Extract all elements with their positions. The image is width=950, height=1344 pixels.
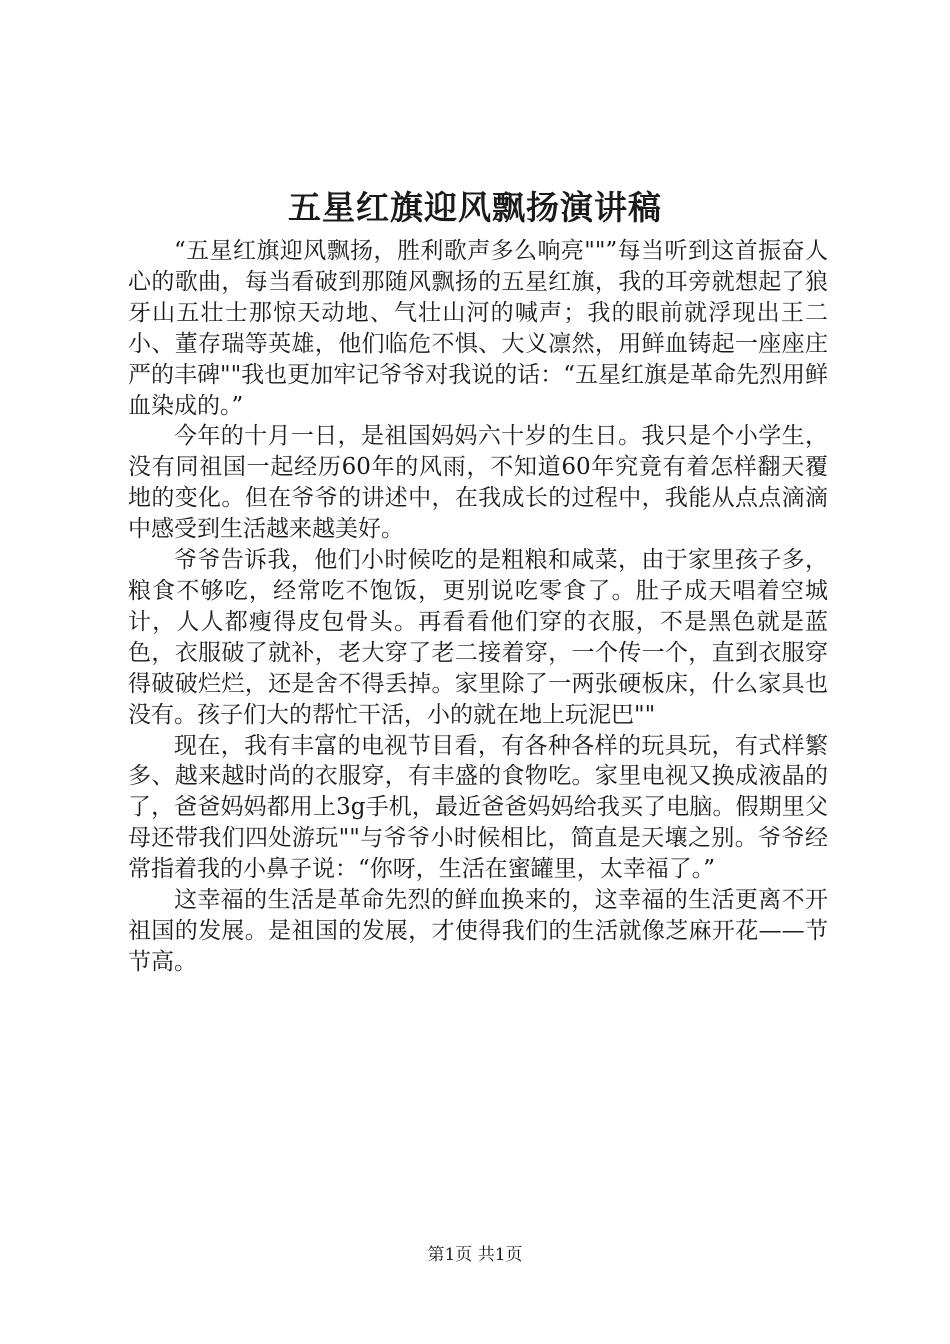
document-title: 五星红旗迎风飘扬演讲稿 (288, 188, 662, 227)
paragraph: 这幸福的生活是革命先烈的鲜血换来的，这幸福的生活更离不开祖国的发展。是祖国的发展，才使得我们的生活就像芝麻开花——节节高。 (128, 887, 828, 975)
paragraph: “五星红旗迎风飘扬，胜利歌声多么响亮""”每当听到这首振奋人心的歌曲，每当看破到那随风飘扬的五星红旗，我的耳旁就想起了狼牙山五壮士那惊天动地、气壮山河的喊声；我的眼前就浮现出王二小、董存瑞等英雄，他们临危不惧、大义凛然，用鲜血铸起一座座庄严的丰碑""我也更加牢记爷爷对我说的话：“五星红旗是革命先烈用鲜血染成的。” (128, 238, 828, 419)
paragraph: 今年的十月一日，是祖国妈妈六十岁的生日。我只是个小学生，没有同祖国一起经历60年的风雨，不知道60年究竟有着怎样翻天覆地的变化。但在爷爷的讲述中，在我成长的过程中，我能从点点滴滴中感受到生活越来越美好。 (128, 423, 828, 543)
page-footer: 第1页 共1页 (427, 1245, 523, 1265)
paragraph: 爷爷告诉我，他们小时候吃的是粗粮和咸菜，由于家里孩子多，粮食不够吃，经常吃不饱饭，更别说吃零食了。肚子成天唱着空城计，人人都瘦得皮包骨头。再看看他们穿的衣服，不是黑色就是蓝色，衣服破了就补，老大穿了老二接着穿，一个传一个，直到衣服穿得破破烂烂，还是舍不得丢掉。家里除了一两张硬板床，什么家具也没有。孩子们大的帮忙干活，小的就在地上玩泥巴"" (128, 547, 828, 728)
document-body (128, 236, 828, 978)
paragraph: 现在，我有丰富的电视节目看，有各种各样的玩具玩，有式样繁多、越来越时尚的衣服穿，有丰盛的食物吃。家里电视又换成液晶的了，爸爸妈妈都用上3g手机，最近爸爸妈妈给我买了电脑。假期里父母还带我们四处游玩""与爷爷小时候相比，简直是天壤之别。爷爷经常指着我的小鼻子说：“你呀，生活在蜜罐里，太幸福了。” (128, 732, 828, 883)
